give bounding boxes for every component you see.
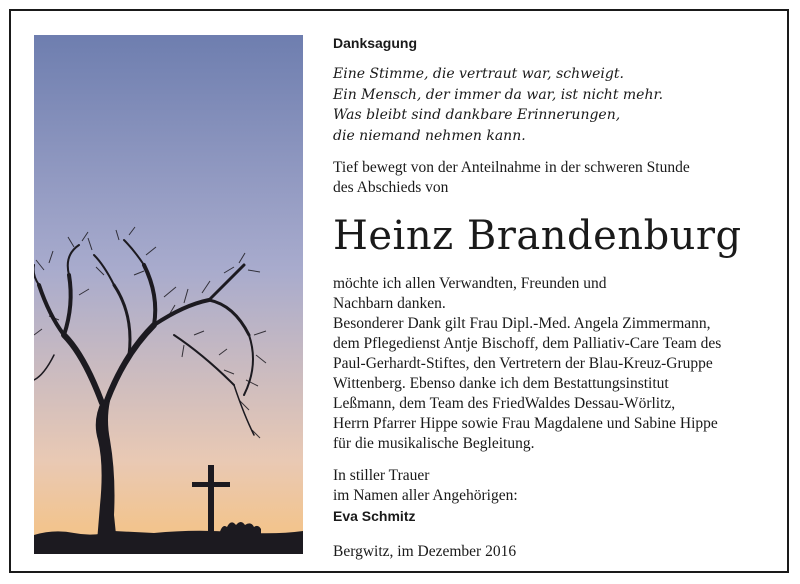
thanks-text [333, 274, 773, 526]
thanks-line: Paul-Gerhardt-Stiftes, den Vertretern der Blau-Kreuz-Gruppe [333, 355, 713, 372]
deceased-name: Heinz Brandenburg [333, 213, 742, 259]
poem [333, 64, 773, 146]
thanks-line: Herrn Pfarrer Hippe sowie Frau Magdalene und Sabine Hippe [333, 415, 718, 432]
thanks-line: dem Pflegedienst Antje Bischoff, dem Palliativ-Care Team des [333, 335, 722, 352]
poem-line: Eine Stimme, die vertraut war, schweigt. [333, 66, 624, 82]
notice-heading: Danksagung [333, 35, 418, 51]
tree-and-cross-image [34, 35, 303, 554]
notice-text [333, 34, 773, 562]
signer-name: Eva Schmitz [333, 508, 416, 524]
intro-line: Tief bewegt von der Anteilnahme in der schweren Stunde [333, 159, 690, 176]
poem-line: Was bleibt sind dankbare Erinnerungen, [333, 107, 621, 123]
thanks-line: für die musikalische Begleitung. [333, 435, 535, 452]
intro-line: des Abschieds von [333, 179, 449, 196]
poem-line: Ein Mensch, der immer da war, ist nicht mehr. [333, 86, 664, 103]
closing-line: In stiller Trauer [333, 467, 430, 484]
intro-text [333, 158, 773, 198]
thanks-line: Leßmann, dem Team des FriedWaldes Dessau-Wörlitz, [333, 395, 676, 412]
closing-line: im Namen aller Angehörigen: [333, 487, 518, 504]
thanks-line: Besonderer Dank gilt Frau Dipl.-Med. Angela Zimmermann, [333, 315, 711, 332]
place-date: Bergwitz, im Dezember 2016 [333, 543, 517, 560]
thanks-line: möchte ich allen Verwandten, Freunden und [333, 275, 607, 292]
thanks-line: Wittenberg. Ebenso danke ich dem Bestattungsinstitut [333, 375, 669, 392]
poem-line: die niemand nehmen kann. [333, 127, 526, 144]
thanks-line: Nachbarn danken. [333, 295, 446, 312]
memorial-photo [34, 35, 303, 554]
